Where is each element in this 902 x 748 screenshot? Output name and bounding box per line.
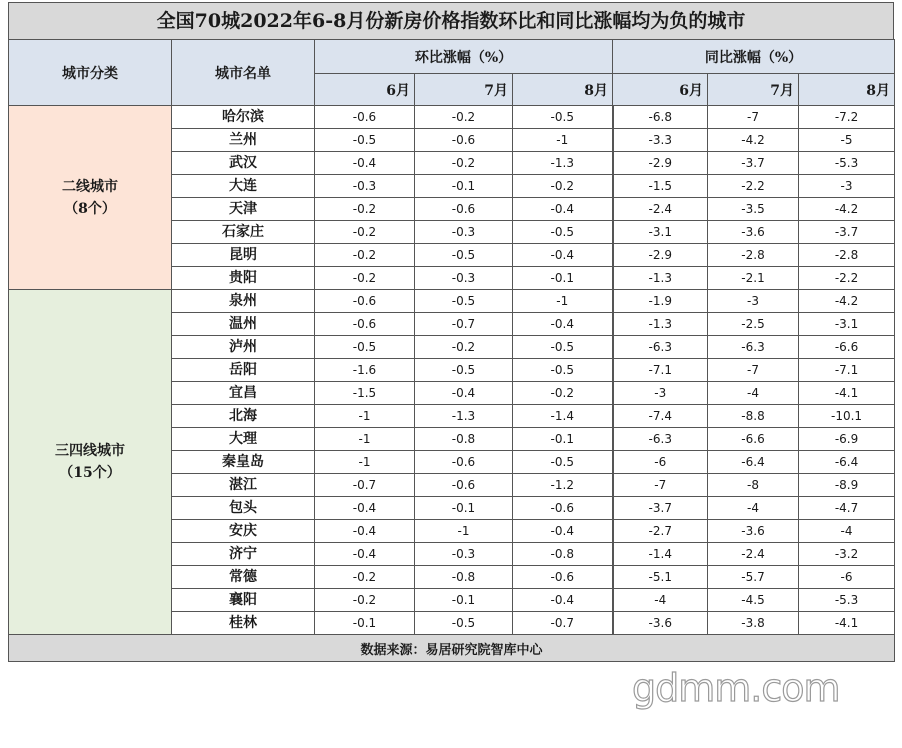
yoy-value: -2.1	[708, 267, 799, 290]
table-title: 全国70城2022年6-8月份新房价格指数环比和同比涨幅均为负的城市	[8, 2, 894, 39]
header-yoy: 同比涨幅（%）	[613, 40, 895, 74]
category-cell	[9, 290, 172, 635]
yoy-value: -4	[613, 589, 708, 612]
city-name: 泉州	[172, 290, 315, 313]
mom-value: -0.3	[415, 543, 513, 566]
yoy-value: -4.2	[799, 290, 895, 313]
category-cell	[9, 106, 172, 290]
mom-value: -0.2	[415, 336, 513, 359]
mom-value: -1	[513, 290, 613, 313]
mom-value: -0.4	[513, 198, 613, 221]
mom-value: -0.7	[415, 313, 513, 336]
mom-value: -0.8	[513, 543, 613, 566]
mom-value: -0.4	[513, 313, 613, 336]
mom-value: -0.5	[415, 244, 513, 267]
watermark-logo: gdmm.com	[632, 666, 840, 710]
yoy-value: -6.6	[799, 336, 895, 359]
yoy-value: -5.1	[613, 566, 708, 589]
header-yoy-month: 8月	[799, 74, 895, 106]
city-name: 常德	[172, 566, 315, 589]
mom-value: -0.2	[315, 198, 415, 221]
yoy-value: -3.6	[708, 520, 799, 543]
mom-value: -0.5	[513, 451, 613, 474]
yoy-value: -2.4	[613, 198, 708, 221]
yoy-value: -3.6	[613, 612, 708, 635]
mom-value: -0.5	[513, 336, 613, 359]
yoy-value: -4.2	[708, 129, 799, 152]
yoy-value: -4.5	[708, 589, 799, 612]
yoy-value: -2.5	[708, 313, 799, 336]
city-name: 武汉	[172, 152, 315, 175]
mom-value: -0.4	[315, 520, 415, 543]
city-name: 泸州	[172, 336, 315, 359]
mom-value: -0.3	[315, 175, 415, 198]
mom-value: -0.8	[415, 428, 513, 451]
category-count: （15个）	[59, 465, 121, 481]
mom-value: -0.1	[513, 428, 613, 451]
mom-value: -0.4	[513, 520, 613, 543]
city-name: 岳阳	[172, 359, 315, 382]
yoy-value: -6.3	[708, 336, 799, 359]
yoy-value: -5.3	[799, 589, 895, 612]
mom-value: -0.6	[315, 106, 415, 129]
yoy-value: -4.1	[799, 382, 895, 405]
yoy-value: -3	[799, 175, 895, 198]
mom-value: -1	[315, 451, 415, 474]
yoy-value: -8	[708, 474, 799, 497]
yoy-value: -6	[613, 451, 708, 474]
mom-value: -0.5	[513, 106, 613, 129]
price-index-table-panel	[8, 2, 894, 662]
mom-value: -0.6	[315, 313, 415, 336]
city-name: 兰州	[172, 129, 315, 152]
mom-value: -1.3	[513, 152, 613, 175]
mom-value: -0.2	[315, 566, 415, 589]
mom-value: -0.4	[513, 589, 613, 612]
mom-value: -1.6	[315, 359, 415, 382]
yoy-value: -3.1	[613, 221, 708, 244]
mom-value: -0.1	[513, 267, 613, 290]
yoy-value: -7	[613, 474, 708, 497]
yoy-value: -4	[708, 497, 799, 520]
yoy-value: -7.4	[613, 405, 708, 428]
mom-value: -0.6	[415, 451, 513, 474]
mom-value: -0.5	[415, 359, 513, 382]
table-row	[9, 290, 895, 313]
yoy-value: -3.8	[708, 612, 799, 635]
yoy-value: -5.7	[708, 566, 799, 589]
table-row	[9, 106, 895, 129]
mom-value: -0.6	[415, 198, 513, 221]
mom-value: -1	[315, 405, 415, 428]
city-name: 襄阳	[172, 589, 315, 612]
mom-value: -0.4	[315, 152, 415, 175]
mom-value: -0.2	[513, 382, 613, 405]
yoy-value: -2.7	[613, 520, 708, 543]
mom-value: -0.1	[415, 497, 513, 520]
yoy-value: -3	[708, 290, 799, 313]
mom-value: -1	[415, 520, 513, 543]
mom-value: -0.2	[315, 589, 415, 612]
yoy-value: -1.4	[613, 543, 708, 566]
mom-value: -0.6	[415, 474, 513, 497]
mom-value: -1.5	[315, 382, 415, 405]
header-category: 城市分类	[9, 40, 172, 106]
mom-value: -0.3	[415, 221, 513, 244]
yoy-value: -7	[708, 106, 799, 129]
yoy-value: -4	[708, 382, 799, 405]
header-mom-month: 8月	[513, 74, 613, 106]
mom-value: -0.5	[315, 129, 415, 152]
mom-value: -0.2	[415, 106, 513, 129]
yoy-value: -3.7	[708, 152, 799, 175]
mom-value: -0.4	[415, 382, 513, 405]
yoy-value: -2.9	[613, 152, 708, 175]
yoy-value: -1.3	[613, 267, 708, 290]
mom-value: -1.2	[513, 474, 613, 497]
yoy-value: -3	[613, 382, 708, 405]
mom-value: -0.1	[315, 612, 415, 635]
mom-value: -0.6	[513, 566, 613, 589]
mom-value: -0.5	[513, 221, 613, 244]
yoy-value: -1.9	[613, 290, 708, 313]
yoy-value: -2.4	[708, 543, 799, 566]
yoy-value: -1.5	[613, 175, 708, 198]
yoy-value: -6.4	[708, 451, 799, 474]
city-name: 大连	[172, 175, 315, 198]
yoy-value: -3.7	[613, 497, 708, 520]
yoy-value: -3.7	[799, 221, 895, 244]
mom-value: -1	[513, 129, 613, 152]
mom-value: -0.2	[315, 244, 415, 267]
mom-value: -0.4	[315, 497, 415, 520]
category-label: 二线城市	[62, 178, 118, 195]
yoy-value: -7.1	[613, 359, 708, 382]
mom-value: -0.8	[415, 566, 513, 589]
yoy-value: -2.8	[799, 244, 895, 267]
yoy-value: -2.8	[708, 244, 799, 267]
yoy-value: -7	[708, 359, 799, 382]
mom-value: -0.5	[315, 336, 415, 359]
category-label: 三四线城市	[55, 443, 125, 459]
header-mom-month: 6月	[315, 74, 415, 106]
city-name: 温州	[172, 313, 315, 336]
yoy-value: -8.9	[799, 474, 895, 497]
yoy-value: -6	[799, 566, 895, 589]
mom-value: -0.5	[415, 290, 513, 313]
yoy-value: -4.1	[799, 612, 895, 635]
mom-value: -0.3	[415, 267, 513, 290]
mom-value: -0.2	[415, 152, 513, 175]
header-mom-month: 7月	[415, 74, 513, 106]
mom-value: -0.4	[315, 543, 415, 566]
yoy-value: -6.4	[799, 451, 895, 474]
mom-value: -0.6	[415, 129, 513, 152]
yoy-value: -6.3	[613, 336, 708, 359]
yoy-value: -7.2	[799, 106, 895, 129]
city-name: 包头	[172, 497, 315, 520]
mom-value: -0.5	[415, 612, 513, 635]
data-source-footer: 数据来源：易居研究院智库中心	[9, 635, 895, 662]
mom-value: -0.2	[513, 175, 613, 198]
header-mom: 环比涨幅（%）	[315, 40, 613, 74]
yoy-value: -6.9	[799, 428, 895, 451]
mom-value: -0.2	[315, 221, 415, 244]
table-body	[9, 106, 895, 635]
yoy-value: -3.1	[799, 313, 895, 336]
yoy-value: -2.9	[613, 244, 708, 267]
yoy-value: -6.6	[708, 428, 799, 451]
city-name: 大理	[172, 428, 315, 451]
mom-value: -1.3	[415, 405, 513, 428]
yoy-value: -2.2	[799, 267, 895, 290]
city-name: 天津	[172, 198, 315, 221]
city-name: 安庆	[172, 520, 315, 543]
mom-value: -0.7	[315, 474, 415, 497]
city-name: 石家庄	[172, 221, 315, 244]
yoy-value: -3.5	[708, 198, 799, 221]
city-name: 济宁	[172, 543, 315, 566]
yoy-value: -3.2	[799, 543, 895, 566]
city-name: 昆明	[172, 244, 315, 267]
yoy-value: -5	[799, 129, 895, 152]
mom-value: -0.5	[513, 359, 613, 382]
city-name: 桂林	[172, 612, 315, 635]
city-name: 宜昌	[172, 382, 315, 405]
header-yoy-month: 6月	[613, 74, 708, 106]
yoy-value: -4.2	[799, 198, 895, 221]
yoy-value: -3.6	[708, 221, 799, 244]
city-name: 秦皇岛	[172, 451, 315, 474]
city-name: 湛江	[172, 474, 315, 497]
city-name: 哈尔滨	[172, 106, 315, 129]
yoy-value: -4	[799, 520, 895, 543]
mom-value: -0.2	[315, 267, 415, 290]
yoy-value: -4.7	[799, 497, 895, 520]
mom-value: -0.1	[415, 589, 513, 612]
mom-value: -1.4	[513, 405, 613, 428]
yoy-value: -6.3	[613, 428, 708, 451]
yoy-value: -6.8	[613, 106, 708, 129]
city-name: 贵阳	[172, 267, 315, 290]
header-yoy-month: 7月	[708, 74, 799, 106]
price-index-table	[8, 39, 895, 662]
city-name: 北海	[172, 405, 315, 428]
header-city: 城市名单	[172, 40, 315, 106]
mom-value: -0.6	[513, 497, 613, 520]
yoy-value: -3.3	[613, 129, 708, 152]
yoy-value: -1.3	[613, 313, 708, 336]
mom-value: -1	[315, 428, 415, 451]
mom-value: -0.6	[315, 290, 415, 313]
yoy-value: -5.3	[799, 152, 895, 175]
category-count: （8个）	[64, 200, 116, 217]
mom-value: -0.4	[513, 244, 613, 267]
yoy-value: -8.8	[708, 405, 799, 428]
yoy-value: -2.2	[708, 175, 799, 198]
mom-value: -0.1	[415, 175, 513, 198]
mom-value: -0.7	[513, 612, 613, 635]
yoy-value: -10.1	[799, 405, 895, 428]
yoy-value: -7.1	[799, 359, 895, 382]
